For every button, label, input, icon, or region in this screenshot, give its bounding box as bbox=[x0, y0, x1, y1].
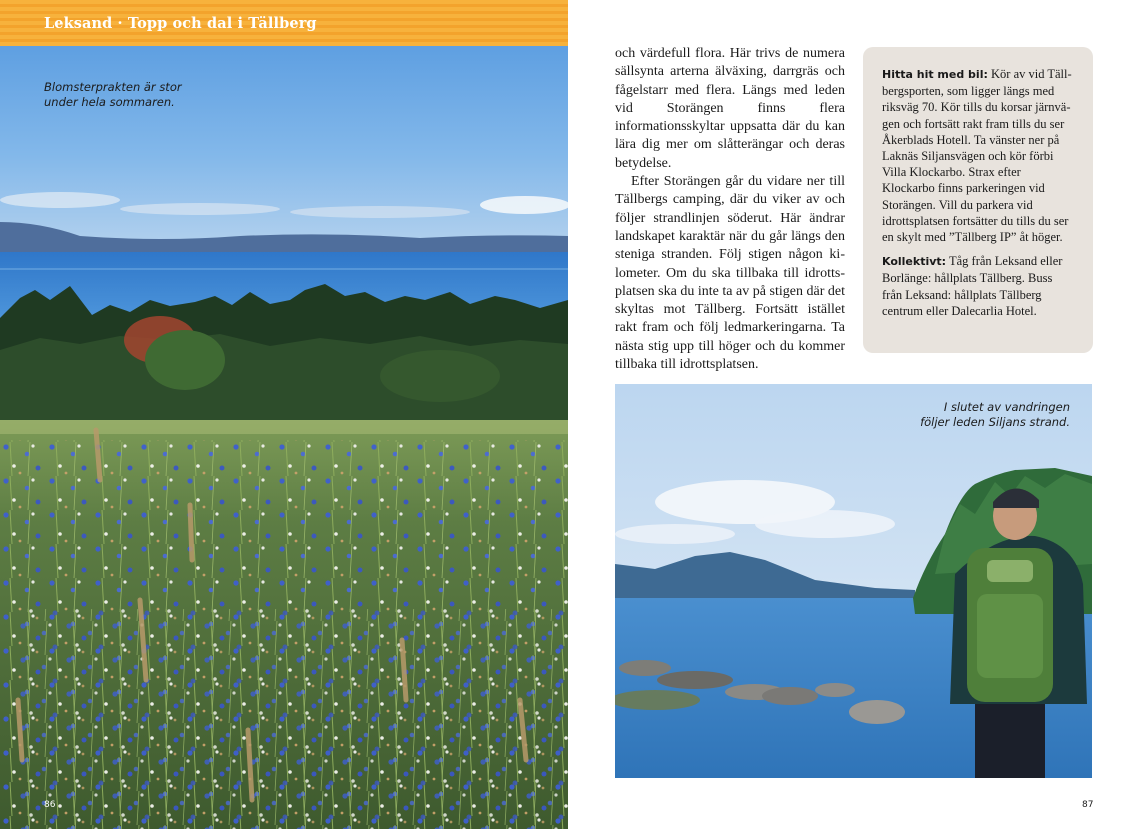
page-number-right: 87 bbox=[1082, 800, 1094, 810]
car-directions-label: Hitta hit med bil: bbox=[882, 68, 988, 81]
transit-directions-label: Kollektivt: bbox=[882, 255, 947, 269]
hiker-photo-caption: I slutet av vandringen följer leden Siljans strand. bbox=[920, 400, 1070, 429]
chapter-header-title: Leksand · Topp och dal i Tällberg bbox=[44, 15, 317, 32]
page-number-left: 86 bbox=[44, 800, 56, 810]
body-paragraph-2: Efter Storängen går du vidare ner till Tällbergs camping, där du viker av och följer strandlinjen söderut. Här ändrar landskapet karaktär när du går längs den steniga stranden. Följ stigen någon kilometer. Om du ska tillbaka till idrottsplatsen ska du inte ta av på stigen där det skyltas mot Tällberg. Fortsätt istället rakt fram och följ ledmarkeringarna. Ta nästa stig upp till höger och du kommer tillbaka till idrottsplatsen. bbox=[615, 174, 845, 373]
transit-directions-text: Tåg från Leksand eller Borlänge: hållplats Tällberg. Buss från Leksand: hållplats Tällberg centrum eller Dalecarlia Hotel. bbox=[882, 254, 1063, 318]
transit-directions bbox=[882, 253, 1075, 319]
car-directions bbox=[882, 66, 1075, 245]
body-paragraph-1: och värdefull flora. Här trivs de numera sällsynta arterna älväxing, darrgräs och fågelstarr med flera. Längs med leden vid Storängen finns flera informationsskyltar uppsatta där du kan lära dig mer om slåtterängar och deras betydelse. bbox=[615, 46, 845, 171]
body-text bbox=[615, 45, 845, 374]
hiker-photo bbox=[615, 384, 1092, 778]
car-directions-text: Kör av vid Tällbergsporten, som ligger längs med riksväg 70. Kör tills du korsar järnvägen och fortsätt rakt fram tills du ser Åkerblads Hotell. Ta vänster ner på Laknäs Siljansvägen och kör förbi Villa Klockarbo. Strax efter Klockarbo finns parkeringen vid Storängen. Vill du parkera vid idrottsplatsen fortsätter du tills du ser en skylt med ”Tällberg IP” åt höger. bbox=[882, 67, 1072, 245]
right-page bbox=[568, 0, 1134, 829]
infobox-content bbox=[882, 66, 1075, 327]
meadow-photo-caption: Blomsterprakten är stor under hela sommaren. bbox=[44, 80, 182, 109]
hiker-photo-image bbox=[615, 384, 1092, 778]
directions-infobox bbox=[863, 47, 1093, 353]
